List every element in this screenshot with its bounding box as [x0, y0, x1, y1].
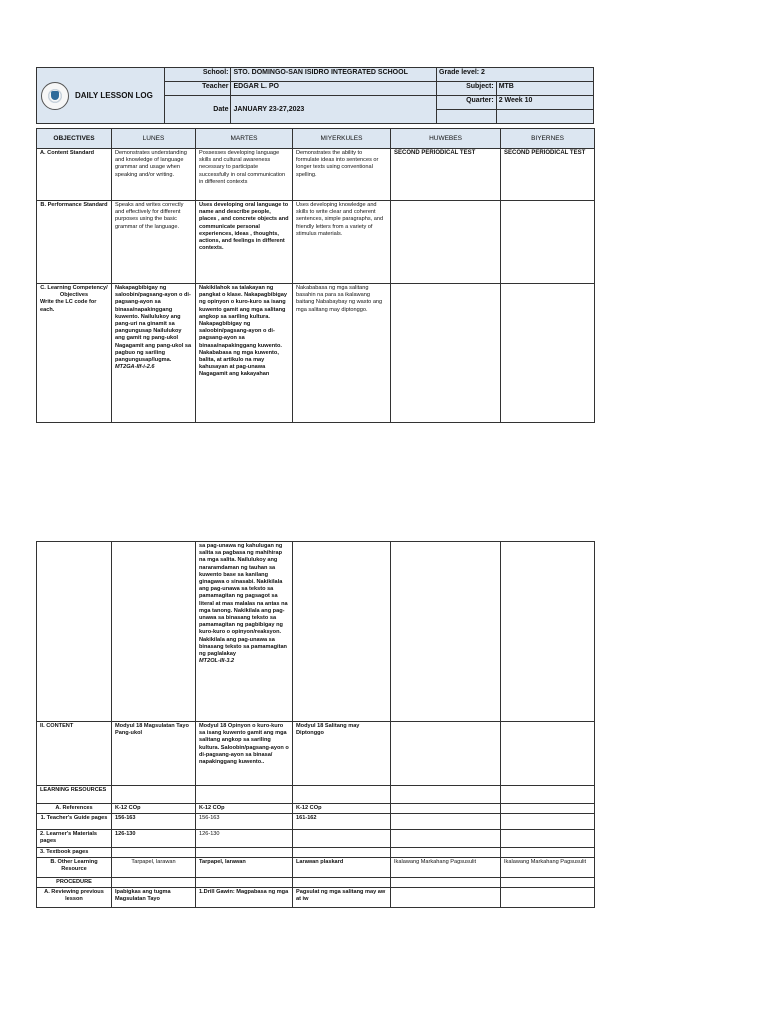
- learning-resources-label: LEARNING RESOURCES: [37, 786, 112, 804]
- content-standard-lunes: Demonstrates understanding and knowledge of language grammar and usage when speaking and/or writing.: [112, 149, 196, 201]
- learners-material-lunes: 126-130: [112, 830, 196, 847]
- other-resources-huwebes: Ikalawang Markahang Pagsusulit: [391, 857, 501, 877]
- school-label: School:: [165, 68, 231, 82]
- content-miyerkules: Modyul 18 Salitang may Diptonggo: [293, 722, 391, 786]
- content-standard-martes: Possesses developing language skills and cultural awareness necessary to participate successfully in oral communication in different contexts: [196, 149, 293, 201]
- empty-cell: [391, 786, 501, 804]
- col-miyerkules: MIYERKULES: [293, 129, 391, 149]
- other-resources-label: B. Other Learning Resource: [37, 857, 112, 877]
- page-title: DAILY LESSON LOG: [75, 91, 153, 100]
- empty-cell: [391, 804, 501, 814]
- teacher-label: Teacher: [165, 82, 231, 96]
- subject-value: MTB: [496, 82, 593, 96]
- empty-cell: [501, 284, 595, 423]
- empty-cell: [501, 814, 595, 830]
- grade-level: Grade level: 2: [437, 68, 594, 82]
- empty-cell: [293, 830, 391, 847]
- lc-lunes-code: MT2GA-IIf-i-2.6: [115, 364, 155, 371]
- lc-martes-code: MT2OL-III-3.2: [199, 658, 235, 665]
- other-resources-lunes: Tarpapel, larawan: [112, 857, 196, 877]
- other-resources-biyernes: Ikalawang Markahang Pagsusulit: [501, 857, 595, 877]
- reviewing-miyerkules: Pagsulat ng mga salitang may aw at iw: [293, 888, 391, 908]
- other-resources-martes: Tarpapel, larawan: [196, 857, 293, 877]
- quarter-value: 2 Week 10: [496, 96, 593, 110]
- date-label: Date: [165, 96, 231, 124]
- teachers-guide-martes: 156-163: [196, 814, 293, 830]
- performance-standard-lunes: Speaks and writes correctly and effectively for different purposes using the basic grammar of the language.: [112, 201, 196, 284]
- deped-seal-icon: [41, 82, 69, 110]
- empty-cell: [501, 786, 595, 804]
- content-standard-label: A. Content Standard: [37, 149, 112, 201]
- learning-competency-miyerkules: Nakababasa ng mga salitang basahin na para sa ikalawang baitang Nababaybay ng wasto ang mga salitang may diptonggo.: [293, 284, 391, 423]
- empty-cell: [293, 786, 391, 804]
- empty-cell: [391, 722, 501, 786]
- textbook-label: 3. Textbook pages: [37, 847, 112, 857]
- lc-martes-continued: [196, 542, 293, 722]
- col-huwebes: HUWEBES: [391, 129, 501, 149]
- empty-cell: [391, 888, 501, 908]
- empty-cell: [501, 847, 595, 857]
- learning-competency-label: [37, 284, 112, 423]
- content-lunes: Modyul 18 Magsulatan Tayo Pang-ukol: [112, 722, 196, 786]
- empty-cell: [501, 722, 595, 786]
- empty-cell: [391, 201, 501, 284]
- other-resources-miyerkules: Larawan plaskard: [293, 857, 391, 877]
- empty-cell: [112, 877, 196, 887]
- col-objectives: OBJECTIVES: [37, 129, 112, 149]
- empty-cell: [112, 847, 196, 857]
- lesson-table-page2: [36, 541, 595, 908]
- empty-cell: [501, 888, 595, 908]
- lesson-table-page1: [36, 128, 595, 423]
- procedure-label: PROCEDURE: [37, 877, 112, 887]
- empty-cell: [196, 847, 293, 857]
- empty-cell: [501, 201, 595, 284]
- teachers-guide-lunes: 156-163: [112, 814, 196, 830]
- lc-martes-continued-text: sa pag-unawa ng kahulugan ng salita sa pagbasa ng mahihirap na mga salita. Nailulukoy ang nararamdaman ng tauhan sa kuwento base sa kanilang ginagawa o sinasabi. Nakikilala ang pag-unawa sa teksto sa pamamagitan ng pagsagot sa literal at mas malalas na antas na mga tanong. Nakikilala ang pag-unawa sa binasang teksto sa pamamagitan ng pagbibigay ng kuro-kuro o opinyon/reaksyon. Nakikilala ang pag-unawa sa binasang teksto sa pamamagitan ng paglalakay: [199, 543, 288, 658]
- empty-cell: [293, 877, 391, 887]
- lc-code-note: Write the LC code for each.: [40, 299, 97, 313]
- school-value: STO. DOMINGO-SAN ISIDRO INTEGRATED SCHOOL: [231, 68, 437, 82]
- references-lunes: K-12 COp: [112, 804, 196, 814]
- performance-standard-label: B. Performance Standard: [37, 201, 112, 284]
- empty-cell: [501, 542, 595, 722]
- subject-label: Subject:: [437, 82, 497, 96]
- content-martes: Modyul 18 Opinyon o kuro-kuro sa isang kuwento gamit ang mga salitang angkop sa sariling kultura. Saloobin/pagsang-ayon o di-pagsang-ayon sa binasa/ napakinggang kuwento..: [196, 722, 293, 786]
- empty-cell: [293, 542, 391, 722]
- empty-cell: [391, 284, 501, 423]
- empty-cell: [112, 786, 196, 804]
- teacher-value: EDGAR L. PO: [231, 82, 437, 96]
- empty-cell: [501, 830, 595, 847]
- empty-cell: [391, 877, 501, 887]
- reviewing-martes: 1.Drill Gawin: Magpabasa ng mga: [196, 888, 293, 908]
- empty-cell: [293, 847, 391, 857]
- quarter-label: Quarter:: [437, 96, 497, 110]
- empty-cell: [112, 542, 196, 722]
- learning-competency-title: C. Learning Competency/ Objectives: [40, 285, 108, 299]
- references-label: A. References: [37, 804, 112, 814]
- empty-cell: [196, 877, 293, 887]
- teachers-guide-miyerkules: 161-162: [293, 814, 391, 830]
- empty-cell: [501, 877, 595, 887]
- empty-cell: [37, 542, 112, 722]
- header-table: [36, 67, 594, 124]
- empty-cell: [391, 814, 501, 830]
- header-logo-cell: [37, 68, 165, 124]
- content-standard-huwebes: SECOND PERIODICAL TEST: [391, 149, 501, 201]
- empty-cell: [501, 804, 595, 814]
- learning-competency-lunes: [112, 284, 196, 423]
- lc-lunes-text: Nakapagbibigay ng saloobin/pagsang-ayon o di-pagsang-ayon sa binasa/napakinggang kuwento. Nailulukoy ang pang-uri na ginamit sa pangungusap Nailulukoy ang gamit ng pang-ukol Nagagamit ang pang-ukol sa pagbuo ng sariling pangungusap/lugma.: [115, 285, 192, 364]
- reviewing-lunes: Ipabigkas ang tugma Magsulatan Tayo: [112, 888, 196, 908]
- references-miyerkules: K-12 COp: [293, 804, 391, 814]
- empty-cell: [437, 110, 497, 124]
- empty-cell: [496, 110, 593, 124]
- performance-standard-miyerkules: Uses developing knowledge and skills to write clear and coherent sentences, simple paragraphs, and friendly letters from a variety of stimulus materials.: [293, 201, 391, 284]
- content-standard-biyernes: SECOND PERIODICAL TEST: [501, 149, 595, 201]
- learners-material-martes: 126-130: [196, 830, 293, 847]
- reviewing-label: A. Reviewing previous lesson: [37, 888, 112, 908]
- learning-competency-martes: Nakikilahok sa talakayan ng pangkat o klase. Nakapagbibigay ng opinyon o kuro-kuro sa isang kuwento gamit ang mga salitang angkop sa sariling kultura. Nakapagbibigay ng saloobin/pagsang-ayon o di-pagsang-ayon sa binasa/napakinggang kuwento. Nakababasa ng mga kuwento, balita, at artikulo na may kahusayan at pag-unawa Nagagamit ang kakayahan: [196, 284, 293, 423]
- content-label: II. CONTENT: [37, 722, 112, 786]
- empty-cell: [391, 542, 501, 722]
- content-standard-miyerkules: Demonstrates the ability to formulate ideas into sentences or longer texts using conventional spelling.: [293, 149, 391, 201]
- col-biyernes: BIYERNES: [501, 129, 595, 149]
- teachers-guide-label: 1. Teacher's Guide pages: [37, 814, 112, 830]
- empty-cell: [391, 830, 501, 847]
- empty-cell: [196, 786, 293, 804]
- learners-material-label: 2. Learner's Materials pages: [37, 830, 112, 847]
- references-martes: K-12 COp: [196, 804, 293, 814]
- performance-standard-martes: Uses developing oral language to name and describe people, places , and concrete objects and communicate personal experiences, ideas , thoughts, actions, and feelings in different contexts.: [196, 201, 293, 284]
- empty-cell: [391, 847, 501, 857]
- col-lunes: LUNES: [112, 129, 196, 149]
- date-value: JANUARY 23-27,2023: [231, 96, 437, 124]
- col-martes: MARTES: [196, 129, 293, 149]
